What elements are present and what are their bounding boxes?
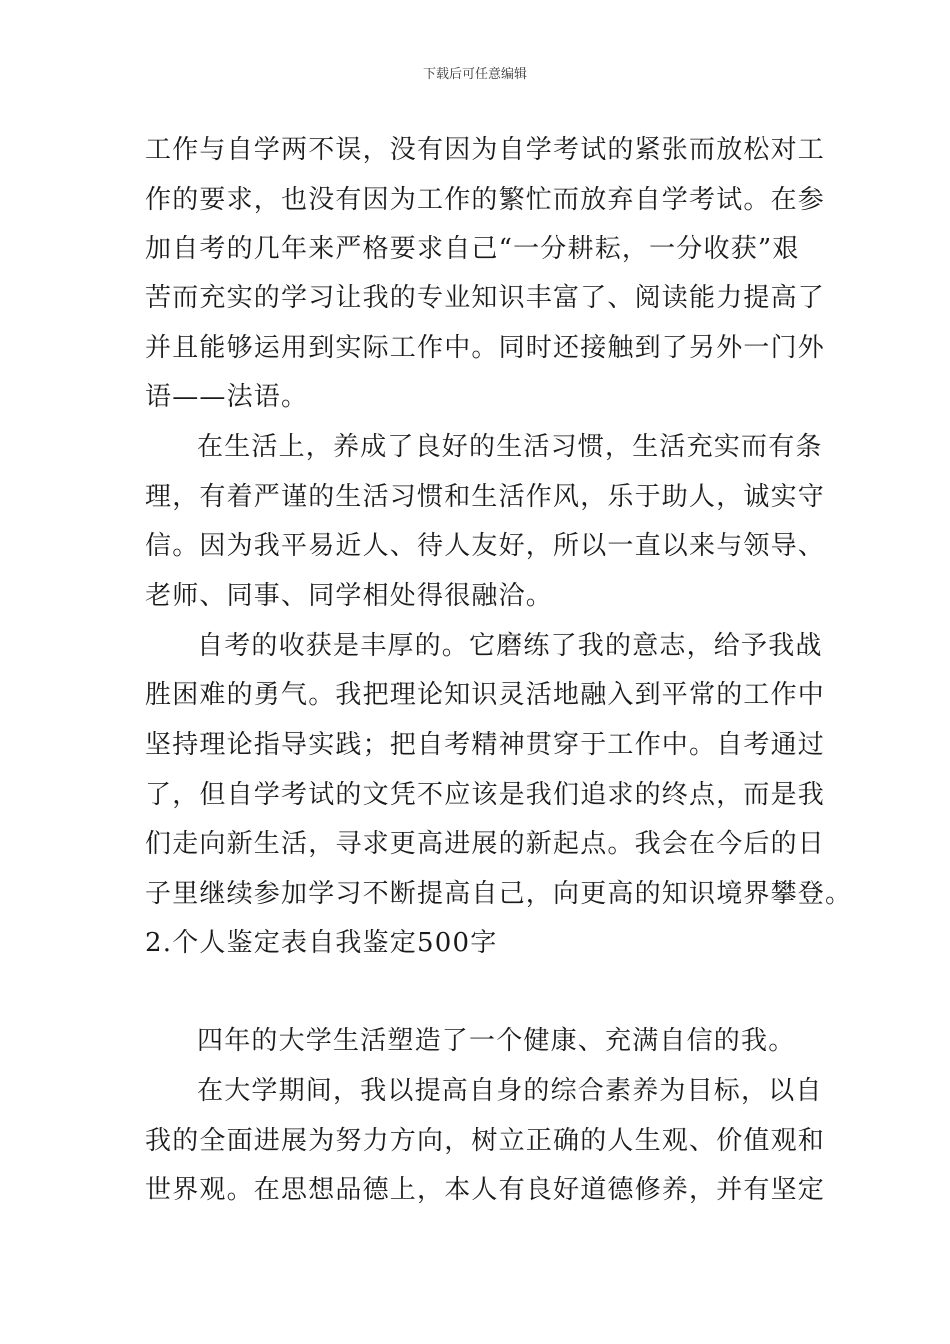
body-line: 信。因为我平易近人、待人友好，所以一直以来与领导、 bbox=[145, 531, 826, 561]
body-line: 老师、同事、同学相处得很融洽。 bbox=[145, 581, 554, 611]
paragraph-first-line: 自考的收获是丰厚的。它磨练了我的意志，给予我战 bbox=[197, 631, 823, 661]
body-line: 作的要求，也没有因为工作的繁忙而放弃自学考试。在参 bbox=[145, 185, 826, 215]
body-line: 了，但自学考试的文凭不应该是我们追求的终点，而是我 bbox=[145, 780, 826, 810]
paragraph-first-line: 在生活上，养成了良好的生活习惯，生活充实而有条 bbox=[197, 432, 823, 462]
body-line: 们走向新生活，寻求更高进展的新起点。我会在今后的日 bbox=[145, 829, 826, 859]
body-line: 坚持理论指导实践；把自考精神贯穿于工作中。自考通过 bbox=[145, 730, 826, 760]
body-line: 并且能够运用到实际工作中。同时还接触到了另外一门外 bbox=[145, 333, 826, 363]
page-header: 下载后可任意编辑 bbox=[422, 67, 527, 82]
body-line: 世界观。在思想品德上，本人有良好道德修养，并有坚定 bbox=[145, 1175, 826, 1205]
body-line: 我的全面进展为努力方向，树立正确的人生观、价值观和 bbox=[145, 1126, 826, 1156]
body-line: 语——法语。 bbox=[145, 382, 309, 412]
body-line: 加自考的几年来严格要求自己“一分耕耘，一分收获”艰 bbox=[145, 234, 800, 264]
body-line: 苦而充实的学习让我的专业知识丰富了、阅读能力提高了 bbox=[145, 283, 826, 313]
body-line: 胜困难的勇气。我把理论知识灵活地融入到平常的工作中 bbox=[145, 680, 826, 710]
body-line: 理，有着严谨的生活习惯和生活作风，乐于助人，诚实守 bbox=[145, 482, 826, 512]
section-heading: 2.个人鉴定表自我鉴定500字 bbox=[145, 928, 498, 958]
body-line: 子里继续参加学习不断提高自己，向更高的知识境界攀登。 bbox=[145, 879, 853, 909]
paragraph-first-line: 在大学期间，我以提高自身的综合素养为目标，以自 bbox=[197, 1076, 823, 1106]
paragraph-first-line: 四年的大学生活塑造了一个健康、充满自信的我。 bbox=[197, 1026, 796, 1056]
body-line: 工作与自学两不误，没有因为自学考试的紧张而放松对工 bbox=[145, 135, 826, 165]
